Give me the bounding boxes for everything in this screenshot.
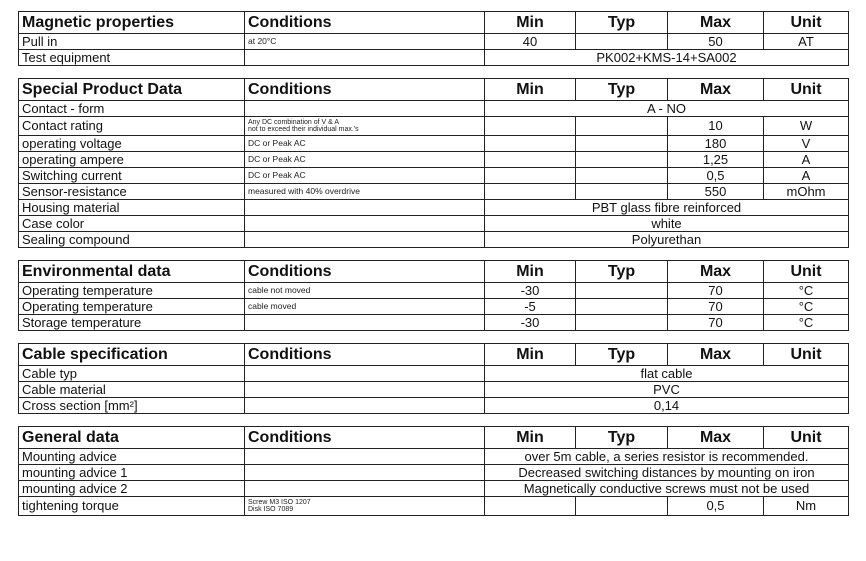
- param-value: white: [485, 216, 849, 232]
- param-unit: W: [764, 117, 849, 136]
- param-condition: [245, 232, 485, 248]
- param-value: Polyurethan: [485, 232, 849, 248]
- param-min: 40: [485, 34, 576, 50]
- param-value: Decreased switching distances by mounting on iron: [485, 465, 849, 481]
- param-typ: [576, 283, 668, 299]
- table-row: [19, 382, 849, 398]
- cable-specification-table: [18, 343, 849, 414]
- table-row: [19, 232, 849, 248]
- param-name: mounting advice 1: [19, 465, 245, 481]
- param-condition: cable moved: [245, 299, 485, 315]
- param-condition: [245, 481, 485, 497]
- min-header: Min: [485, 12, 576, 34]
- param-min: -30: [485, 283, 576, 299]
- max-header: Max: [668, 344, 764, 366]
- param-name: Test equipment: [19, 50, 245, 66]
- typ-header: Typ: [576, 12, 668, 34]
- table-row: [19, 136, 849, 152]
- param-unit: A: [764, 168, 849, 184]
- typ-header: Typ: [576, 79, 668, 101]
- datasheet: [18, 11, 848, 516]
- param-name: operating ampere: [19, 152, 245, 168]
- param-condition: [245, 117, 485, 136]
- param-condition: cable not moved: [245, 283, 485, 299]
- unit-header: Unit: [764, 261, 849, 283]
- param-name: operating voltage: [19, 136, 245, 152]
- param-condition: DC or Peak AC: [245, 136, 485, 152]
- param-condition: [245, 382, 485, 398]
- table-row: [19, 465, 849, 481]
- typ-header: Typ: [576, 261, 668, 283]
- param-condition: [245, 398, 485, 414]
- table-row: [19, 117, 849, 136]
- section-title: Environmental data: [19, 261, 245, 283]
- param-condition: [245, 50, 485, 66]
- param-name: mounting advice 2: [19, 481, 245, 497]
- table-header-row: [19, 427, 849, 449]
- conditions-header: Conditions: [245, 261, 485, 283]
- param-unit: AT: [764, 34, 849, 50]
- param-condition: [245, 465, 485, 481]
- min-header: Min: [485, 427, 576, 449]
- param-unit: A: [764, 152, 849, 168]
- param-name: Mounting advice: [19, 449, 245, 465]
- conditions-header: Conditions: [245, 12, 485, 34]
- param-unit: mOhm: [764, 184, 849, 200]
- table-header-row: [19, 12, 849, 34]
- param-unit: °C: [764, 283, 849, 299]
- param-value: PK002+KMS-14+SA002: [485, 50, 849, 66]
- table-row: [19, 50, 849, 66]
- param-name: Cable typ: [19, 366, 245, 382]
- param-value: over 5m cable, a series resistor is recommended.: [485, 449, 849, 465]
- param-max: 10: [668, 117, 764, 136]
- param-value: Magnetically conductive screws must not be used: [485, 481, 849, 497]
- param-condition: DC or Peak AC: [245, 168, 485, 184]
- conditions-header: Conditions: [245, 79, 485, 101]
- table-row: [19, 398, 849, 414]
- param-condition: measured with 40% overdrive: [245, 184, 485, 200]
- section-title: Cable specification: [19, 344, 245, 366]
- param-max: 70: [668, 315, 764, 331]
- min-header: Min: [485, 79, 576, 101]
- table-header-row: [19, 344, 849, 366]
- param-value: PBT glass fibre reinforced: [485, 200, 849, 216]
- table-row: [19, 152, 849, 168]
- conditions-header: Conditions: [245, 427, 485, 449]
- unit-header: Unit: [764, 12, 849, 34]
- param-name: Case color: [19, 216, 245, 232]
- condition-line: Screw M3 ISO 1207: [248, 499, 311, 506]
- param-typ: [576, 117, 668, 136]
- param-max: 0,5: [668, 168, 764, 184]
- table-row: [19, 481, 849, 497]
- table-row: [19, 449, 849, 465]
- param-min: [485, 117, 576, 136]
- unit-header: Unit: [764, 427, 849, 449]
- param-max: 50: [668, 34, 764, 50]
- param-typ: [576, 184, 668, 200]
- table-row: [19, 200, 849, 216]
- param-typ: [576, 34, 668, 50]
- min-header: Min: [485, 344, 576, 366]
- unit-header: Unit: [764, 344, 849, 366]
- table-row: [19, 283, 849, 299]
- conditions-header: Conditions: [245, 344, 485, 366]
- table-row: [19, 101, 849, 117]
- param-name: Housing material: [19, 200, 245, 216]
- param-min: [485, 497, 576, 516]
- param-typ: [576, 497, 668, 516]
- param-unit: °C: [764, 299, 849, 315]
- param-name: Storage temperature: [19, 315, 245, 331]
- param-typ: [576, 136, 668, 152]
- param-value: PVC: [485, 382, 849, 398]
- param-max: 550: [668, 184, 764, 200]
- param-name: Switching current: [19, 168, 245, 184]
- param-min: [485, 152, 576, 168]
- typ-header: Typ: [576, 344, 668, 366]
- table-row: [19, 366, 849, 382]
- param-min: -5: [485, 299, 576, 315]
- param-unit: Nm: [764, 497, 849, 516]
- param-typ: [576, 315, 668, 331]
- param-name: Pull in: [19, 34, 245, 50]
- param-typ: [576, 168, 668, 184]
- max-header: Max: [668, 261, 764, 283]
- condition-line: Any DC combination of V & A: [248, 119, 340, 126]
- param-value: flat cable: [485, 366, 849, 382]
- param-typ: [576, 299, 668, 315]
- param-name: Contact - form: [19, 101, 245, 117]
- condition-line: not to exceed their individual max.'s: [248, 126, 359, 133]
- param-name: tightening torque: [19, 497, 245, 516]
- section-title: Magnetic properties: [19, 12, 245, 34]
- condition-line: Disk ISO 7089: [248, 506, 294, 513]
- param-name: Cable material: [19, 382, 245, 398]
- param-condition: [245, 497, 485, 516]
- table-row: [19, 315, 849, 331]
- param-max: 1,25: [668, 152, 764, 168]
- param-name: Operating temperature: [19, 299, 245, 315]
- param-condition: [245, 200, 485, 216]
- table-row: [19, 34, 849, 50]
- param-name: Sensor-resistance: [19, 184, 245, 200]
- table-row: [19, 168, 849, 184]
- max-header: Max: [668, 427, 764, 449]
- param-unit: V: [764, 136, 849, 152]
- param-condition: [245, 216, 485, 232]
- param-max: 180: [668, 136, 764, 152]
- max-header: Max: [668, 12, 764, 34]
- max-header: Max: [668, 79, 764, 101]
- special-product-data-table: [18, 78, 849, 248]
- param-min: [485, 136, 576, 152]
- param-min: -30: [485, 315, 576, 331]
- typ-header: Typ: [576, 427, 668, 449]
- param-max: 70: [668, 299, 764, 315]
- param-unit: °C: [764, 315, 849, 331]
- table-row: [19, 216, 849, 232]
- param-name: Cross section [mm²]: [19, 398, 245, 414]
- section-title: Special Product Data: [19, 79, 245, 101]
- param-condition: [245, 101, 485, 117]
- min-header: Min: [485, 261, 576, 283]
- section-title: General data: [19, 427, 245, 449]
- param-name: Sealing compound: [19, 232, 245, 248]
- param-condition: DC or Peak AC: [245, 152, 485, 168]
- param-value: 0,14: [485, 398, 849, 414]
- unit-header: Unit: [764, 79, 849, 101]
- table-header-row: [19, 79, 849, 101]
- param-condition: [245, 366, 485, 382]
- param-name: Contact rating: [19, 117, 245, 136]
- table-row: [19, 299, 849, 315]
- environmental-data-table: [18, 260, 849, 331]
- param-min: [485, 184, 576, 200]
- param-value: A - NO: [485, 101, 849, 117]
- param-condition: [245, 315, 485, 331]
- param-typ: [576, 152, 668, 168]
- param-min: [485, 168, 576, 184]
- param-condition: at 20°C: [245, 34, 485, 50]
- table-row: [19, 184, 849, 200]
- param-name: Operating temperature: [19, 283, 245, 299]
- magnetic-properties-table: [18, 11, 849, 66]
- table-header-row: [19, 261, 849, 283]
- param-max: 70: [668, 283, 764, 299]
- general-data-table: [18, 426, 849, 516]
- table-row: [19, 497, 849, 516]
- param-max: 0,5: [668, 497, 764, 516]
- param-condition: [245, 449, 485, 465]
